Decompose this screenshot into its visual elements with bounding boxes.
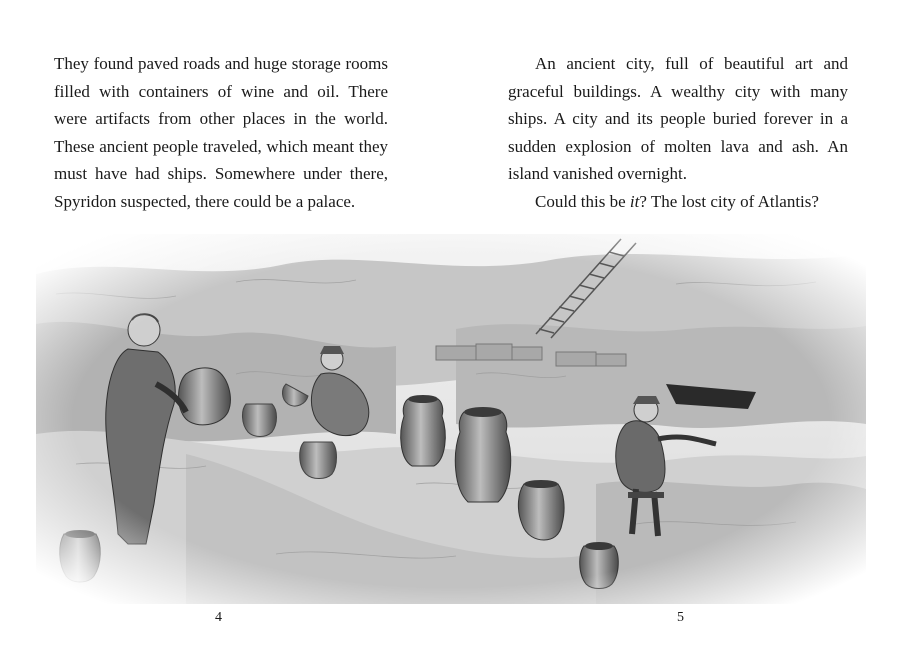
excavation-illustration (36, 234, 866, 604)
right-page-text (508, 50, 848, 215)
left-page-text (54, 50, 388, 215)
right-paragraph-2-emphasis: it (629, 191, 640, 211)
right-paragraph-2 (508, 188, 848, 216)
right-paragraph-2-start: Could this be (535, 191, 630, 211)
right-paragraph-1: An ancient city, full of beautiful art and graceful buildings. A wealthy city with many ships. A city and its people buried forever in a sudden explosion of molten lava and ash. An island vanished overnight. (508, 54, 848, 183)
page-number-right: 5 (677, 610, 684, 625)
edge-fade (36, 234, 866, 604)
left-paragraph: They found paved roads and huge storage rooms filled with containers of wine and oil. There were artifacts from other places in the world. These ancient people traveled, which meant they must have had ships. Somewhere under there, Spyridon suspected, there could be a palace. (54, 54, 388, 211)
right-paragraph-2-end: ? The lost city of Atlantis? (639, 191, 819, 211)
page-number-left: 4 (215, 610, 222, 625)
